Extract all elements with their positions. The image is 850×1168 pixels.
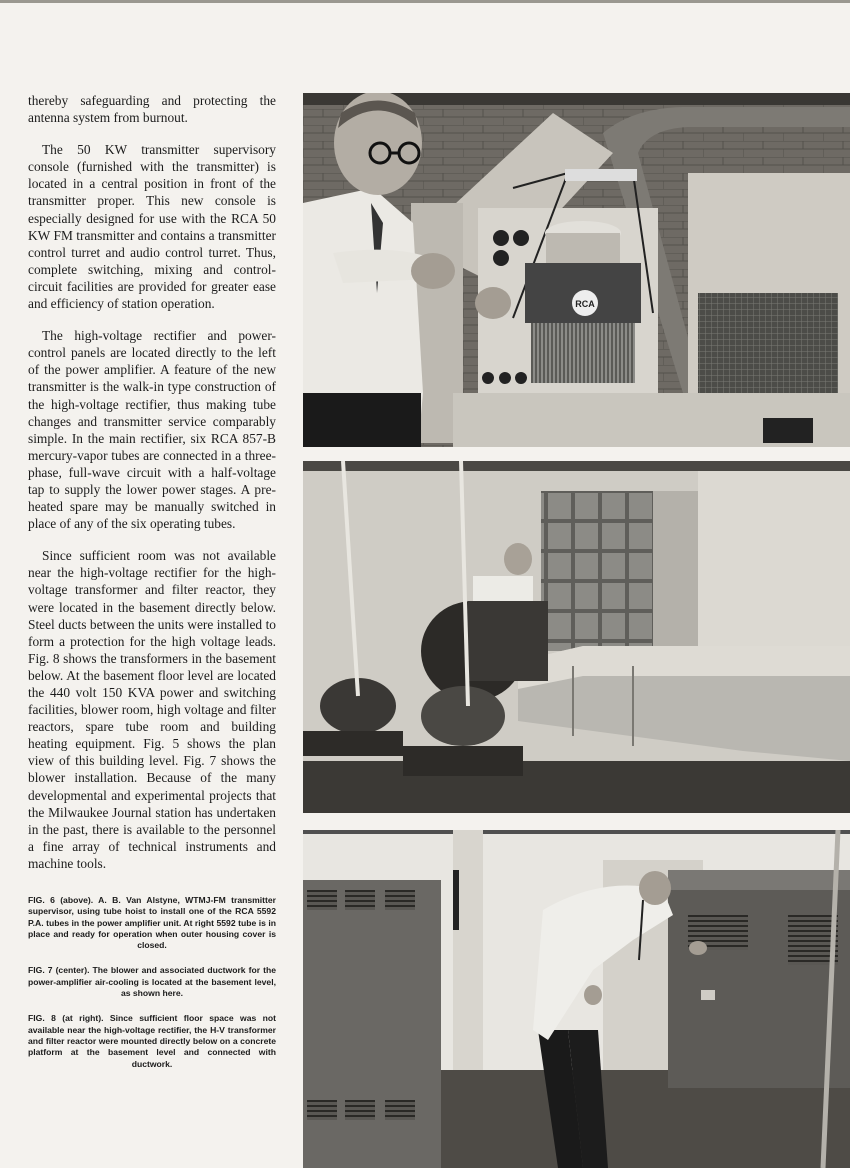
caption-fig-8: FIG. 8 (at right). Since sufficient floor space was not available near the high-voltage rectifier, the H-V transformer and filter reactor were mounted directly below on a concrete platform at the basement level and connected with ductwork. xyxy=(28,1013,276,1069)
caption-fig-7: FIG. 7 (center). The blower and associated ductwork for the power-amplifier air-cooling is located at the basement level, as shown here. xyxy=(28,965,276,999)
caption-fig-6: FIG. 6 (above). A. B. Van Alstyne, WTMJ-FM transmitter supervisor, using tube hoist to install one of the RCA 5592 P.A. tubes in the power amplifier unit. At right 5592 tube is in place and ready for operation when outer housing cover is closed. xyxy=(28,895,276,951)
body-paragraph-4: Since sufficient room was not available near the high-voltage rectifier for the high-voltage transformer and filter reactor, they were located in the basement directly below. Steel ducts between the units were installed to form a protection for the high voltage leads. Fig. 8 shows the transformers in the basement below. At the basement floor level are located the 440 volt 150 KVA power and switching facilities, blower room, high voltage and filter reactors, spare tube room and building heating equipment. Fig. 5 shows the plan view of this building level. Fig. 7 shows the blower installation. Because of the many developmental and experimental projects that the Milwaukee Journal station has undertaken in the past, there is available to the personnel a fine array of technical instruments and machine tools. xyxy=(28,548,276,871)
page-top-edge xyxy=(0,0,850,3)
body-text-column xyxy=(28,92,276,887)
photo-fig-6-tube-install xyxy=(303,93,850,447)
body-paragraph-3: The high-voltage rectifier and power-control panels are located directly to the left of the power amplifier. A feature of the new transmitter is the walk-in type construction of the high-voltage rectifier, thus making tube changes and transmitter service comparably simple. In the main rectifier, six RCA 857-B mercury-vapor tubes are connected in a three-phase, full-wave circuit with a half-voltage tap to supply the lower power stages. A pre-heated spare may be manually switched in place of any of the six operating tubes. xyxy=(28,328,276,532)
photo-fig-7-blower-ductwork xyxy=(303,461,850,813)
body-paragraph-1: thereby safeguarding and protecting the antenna system from burnout. xyxy=(28,93,276,126)
photo-fig-8-hv-transformer xyxy=(303,830,850,1168)
figure-captions xyxy=(28,895,276,1084)
tube-rca-badge: RCA xyxy=(575,299,595,309)
body-paragraph-2: The 50 KW transmitter supervisory console (furnished with the transmitter) is located in a central position in front of the transmitter proper. This new console is especially designed for use with the RCA 50 KW FM transmitter and contains a transmitter control turret and audio control turret. Thus, complete switching, mixing and control-circuit facilities are provided for greater ease and efficiency of station operation. xyxy=(28,142,276,312)
